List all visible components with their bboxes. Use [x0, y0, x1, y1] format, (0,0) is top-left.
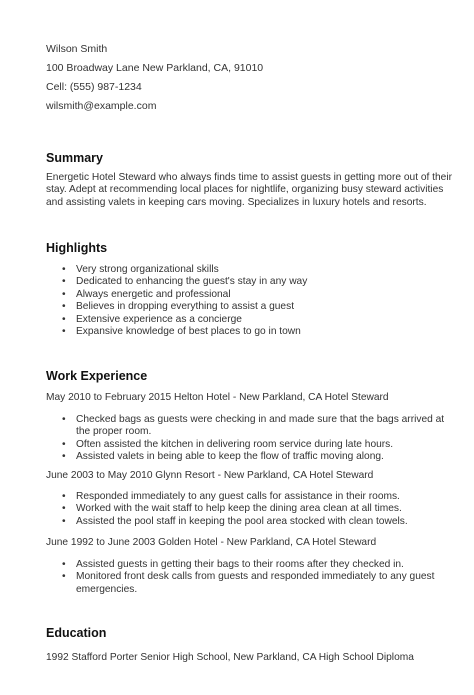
- highlights-heading: Highlights: [46, 241, 108, 255]
- list-item: • Dedicated to enhancing the guest's stay in any way: [76, 276, 461, 288]
- list-item: • Monitored front desk calls from guests and responded immediately to any guest emergencies.: [76, 571, 461, 596]
- list-item: • Always energetic and professional: [76, 289, 461, 301]
- work-experience-heading: Work Experience: [46, 369, 148, 383]
- education-heading: Education: [46, 626, 107, 640]
- list-item: • Often assisted the kitchen in delivering room service during late hours.: [76, 439, 461, 451]
- job-header: June 1992 to June 2003 Golden Hotel - New Parkland, CA Hotel Steward: [46, 537, 377, 548]
- list-item: • Extensive experience as a concierge: [76, 314, 461, 326]
- list-item: • Believes in dropping everything to assist a guest: [76, 301, 461, 313]
- contact-block: [46, 40, 263, 116]
- job-duties-list: [46, 559, 461, 596]
- list-item: • Checked bags as guests were checking in and made sure that the bags arrived at the proper room.: [76, 414, 461, 439]
- contact-cell: Cell: (555) 987-1234: [46, 81, 142, 93]
- job-header: May 2010 to February 2015 Helton Hotel - New Parkland, CA Hotel Steward: [46, 392, 389, 403]
- summary-text: Energetic Hotel Steward who always finds time to assist guests in getting more out of their stay. Adept at recommending local places for nightlife, organizing busy steward activities and assisting valets in keeping cars moving. Specializes in luxury hotels and resorts.: [46, 172, 452, 208]
- list-item: • Worked with the wait staff to help keep the dining area clean at all times.: [76, 503, 461, 515]
- list-item: • Responded immediately to any guest calls for assistance in their rooms.: [76, 491, 461, 503]
- job-duties-list: [46, 414, 461, 464]
- contact-email[interactable]: wilsmith@example.com: [46, 100, 157, 112]
- list-item: • Assisted the pool staff in keeping the pool area stocked with clean towels.: [76, 516, 461, 528]
- highlights-list: [46, 264, 461, 338]
- summary-heading: Summary: [46, 151, 103, 165]
- list-item: • Assisted guests in getting their bags to their rooms after they checked in.: [76, 559, 461, 571]
- contact-name: Wilson Smith: [46, 43, 108, 55]
- list-item: • Very strong organizational skills: [76, 264, 461, 276]
- education-text: 1992 Stafford Porter Senior High School, New Parkland, CA High School Diploma: [46, 652, 414, 663]
- list-item: • Expansive knowledge of best places to go in town: [76, 326, 461, 338]
- job-header: June 2003 to May 2010 Glynn Resort - New Parkland, CA Hotel Steward: [46, 470, 374, 481]
- contact-address: 100 Broadway Lane New Parkland, CA, 91010: [46, 62, 264, 74]
- list-item: • Assisted valets in being able to keep the flow of traffic moving along.: [76, 451, 461, 463]
- job-duties-list: [46, 491, 461, 528]
